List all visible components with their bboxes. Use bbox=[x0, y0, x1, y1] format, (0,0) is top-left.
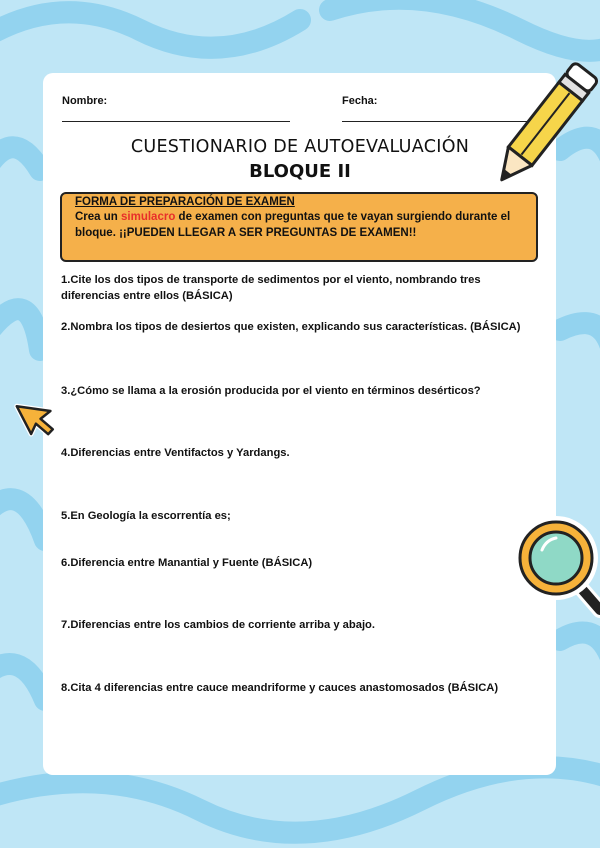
note-text bbox=[75, 209, 523, 241]
page-subtitle: BLOQUE II bbox=[249, 161, 351, 182]
question-3: 3.¿Cómo se llama a la erosión producida por el viento en términos desérticos? bbox=[61, 385, 481, 397]
question-7: 7.Diferencias entre los cambios de corriente arriba y abajo. bbox=[61, 619, 375, 631]
magnifier-icon bbox=[508, 510, 600, 620]
page-title: CUESTIONARIO DE AUTOEVALUACIÓN bbox=[130, 137, 470, 157]
question-1: 1.Cite los dos tipos de transporte de sedimentos por el viento, nombrando tres diferencias entre ellos (BÁSICA) bbox=[61, 274, 481, 302]
question-2: 2.Nombra los tipos de desiertos que existen, explicando sus características. (BÁSICA) bbox=[61, 321, 521, 333]
cursor-arrow-icon bbox=[12, 392, 62, 444]
question-6: 6.Diferencia entre Manantial y Fuente (BÁSICA) bbox=[61, 557, 313, 569]
exam-prep-note bbox=[60, 192, 538, 262]
fecha-label: Fecha: bbox=[342, 95, 378, 107]
note-highlight: simulacro bbox=[121, 211, 176, 223]
note-text-after: de examen con preguntas que te vayan surgiendo durante el bloque. ¡¡PUEDEN LLEGAR A SER PREGUNTAS DE EXAMEN!! bbox=[75, 211, 511, 239]
note-heading: FORMA DE PREPARACIÓN DE EXAMEN bbox=[75, 196, 295, 208]
question-8: 8.Cita 4 diferencias entre cauce meandriforme y cauces anastomosados (BÁSICA) bbox=[61, 682, 499, 694]
nombre-line bbox=[62, 121, 290, 122]
note-text-before: Crea un bbox=[75, 211, 122, 223]
question-4: 4.Diferencias entre Ventifactos y Yardangs. bbox=[61, 447, 290, 459]
question-5: 5.En Geología la escorrentía es; bbox=[61, 510, 231, 522]
pencil-icon bbox=[488, 52, 598, 202]
nombre-label: Nombre: bbox=[62, 95, 108, 107]
